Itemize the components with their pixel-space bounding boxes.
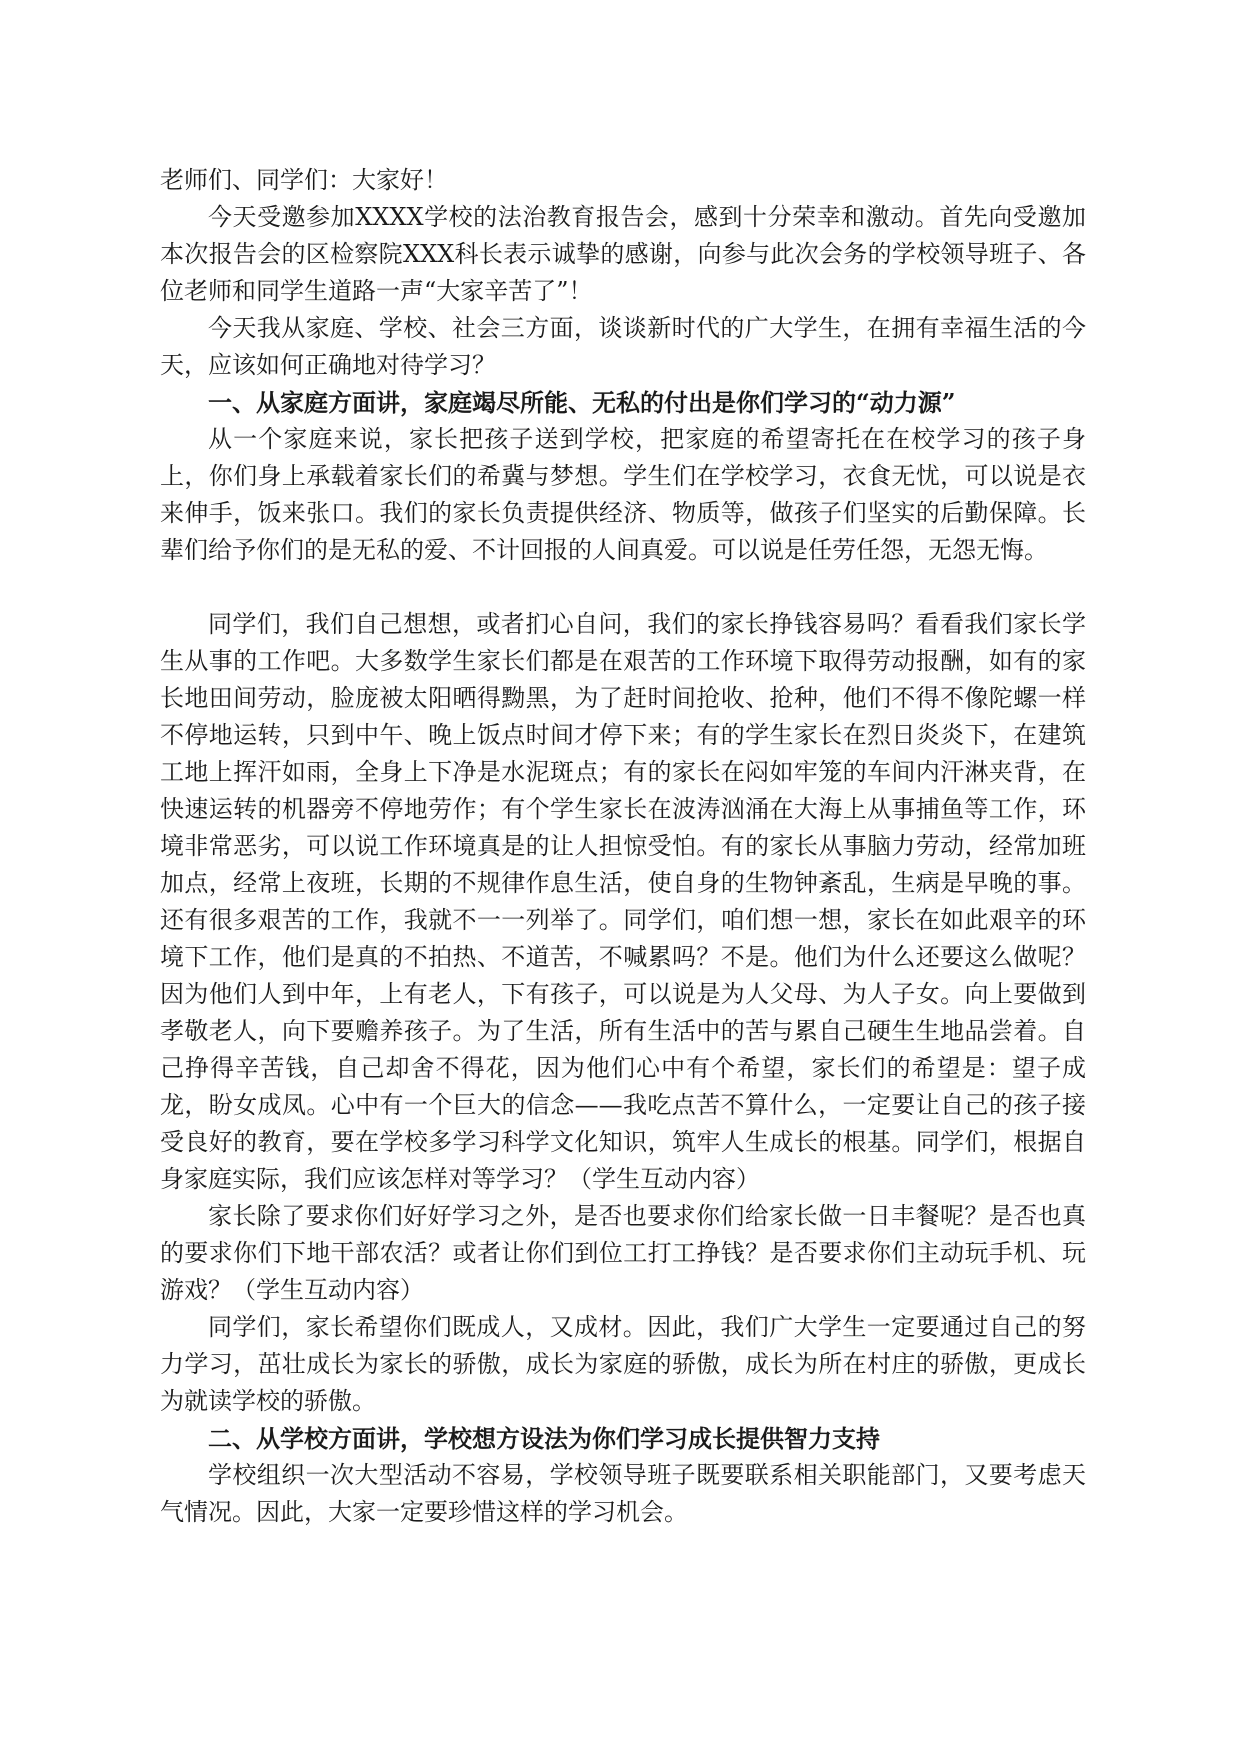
family-paragraph-2: 同学们，我们自己想想，或者扪心自问，我们的家长挣钱容易吗？看看我们家长学生从事的工作吧。大多数学生家长们都是在艰苦的工作环境下取得劳动报酬，如有的家长地田间劳动，脸庞被太阳晒得黝黑，为了赶时间抢收、抢种，他们不得不像陀螺一样不停地运转，只到中午、晚上饭点时间才停下来；有的学生家长在烈日炎炎下，在建筑工地上挥汗如雨，全身上下净是水泥斑点；有的家长在闷如牢笼的车间内汗淋夹背，在快速运转的机器旁不停地劳作；有个学生家长在波涛汹涌在大海上从事捕鱼等工作，环境非常恶劣，可以说工作环境真是的让人担惊受怕。有的家长从事脑力劳动，经常加班加点，经常上夜班，长期的不规律作息生活，使自身的生物钟紊乱，生病是早晚的事。还有很多艰苦的工作，我就不一一列举了。同学们，咱们想一想，家长在如此艰辛的环境下工作，他们是真的不拍热、不道苦，不喊累吗？不是。他们为什么还要这么做呢？因为他们人到中年，上有老人，下有孩子，可以说是为人父母、为人子女。向上要做到孝敬老人，向下要赡养孩子。为了生活，所有生活中的苦与累自己硬生生地品尝着。自己挣得辛苦钱，自己却舍不得花，因为他们心中有个希望，家长们的希望是：望子成龙，盼女成凤。心中有一个巨大的信念——我吃点苦不算什么，一定要让自己的孩子接受良好的教育，要在学校多学习科学文化知识，筑牢人生成长的根基。同学们，根据自身家庭实际，我们应该怎样对等学习？（学生互动内容） [160,610,1086,1193]
intro-paragraph-1: 今天受邀参加XXXX学校的法治教育报告会，感到十分荣幸和激动。首先向受邀加本次报告会的区检察院XXX科长表示诚挚的感谢，向参与此次会务的学校领导班子、各位老师和同学生道路一声“大家辛苦了”！ [160,203,1086,305]
section-heading-family: 一、从家庭方面讲，家庭竭尽所能、无私的付出是你们学习的“动力源” [208,388,956,417]
salutation: 老师们、同学们：大家好！ [160,166,448,194]
blank-line [160,569,1086,606]
intro-paragraph-2: 今天我从家庭、学校、社会三方面，谈谈新时代的广大学生，在拥有幸福生活的今天，应该如何正确地对待学习？ [160,314,1086,379]
school-paragraph-1: 学校组织一次大型活动不容易，学校领导班子既要联系相关职能部门，又要考虑天气情况。因此，大家一定要珍惜这样的学习机会。 [160,1461,1086,1526]
family-paragraph-1: 从一个家庭来说，家长把孩子送到学校，把家庭的希望寄托在在校学习的孩子身上，你们身上承载着家长们的希冀与梦想。学生们在学校学习，衣食无忧，可以说是衣来伸手，饭来张口。我们的家长负责提供经济、物质等，做孩子们坚实的后勤保障。长辈们给予你们的是无私的爱、不计回报的人间真爱。可以说是任劳任怨，无怨无悔。 [160,425,1086,564]
section-heading-school: 二、从学校方面讲，学校想方设法为你们学习成长提供智力支持 [208,1424,880,1453]
family-paragraph-3: 家长除了要求你们好好学习之外，是否也要求你们给家长做一日丰餐呢？是否也真的要求你们下地干部农活？或者让你们到位工打工挣钱？是否要求你们主动玩手机、玩游戏？（学生互动内容） [160,1202,1086,1304]
document-body [160,162,1086,1531]
family-paragraph-4: 同学们，家长希望你们既成人，又成材。因此，我们广大学生一定要通过自己的努力学习，茁壮成长为家长的骄傲，成长为家庭的骄傲，成长为所在村庄的骄傲，更成长为就读学校的骄傲。 [160,1313,1086,1415]
